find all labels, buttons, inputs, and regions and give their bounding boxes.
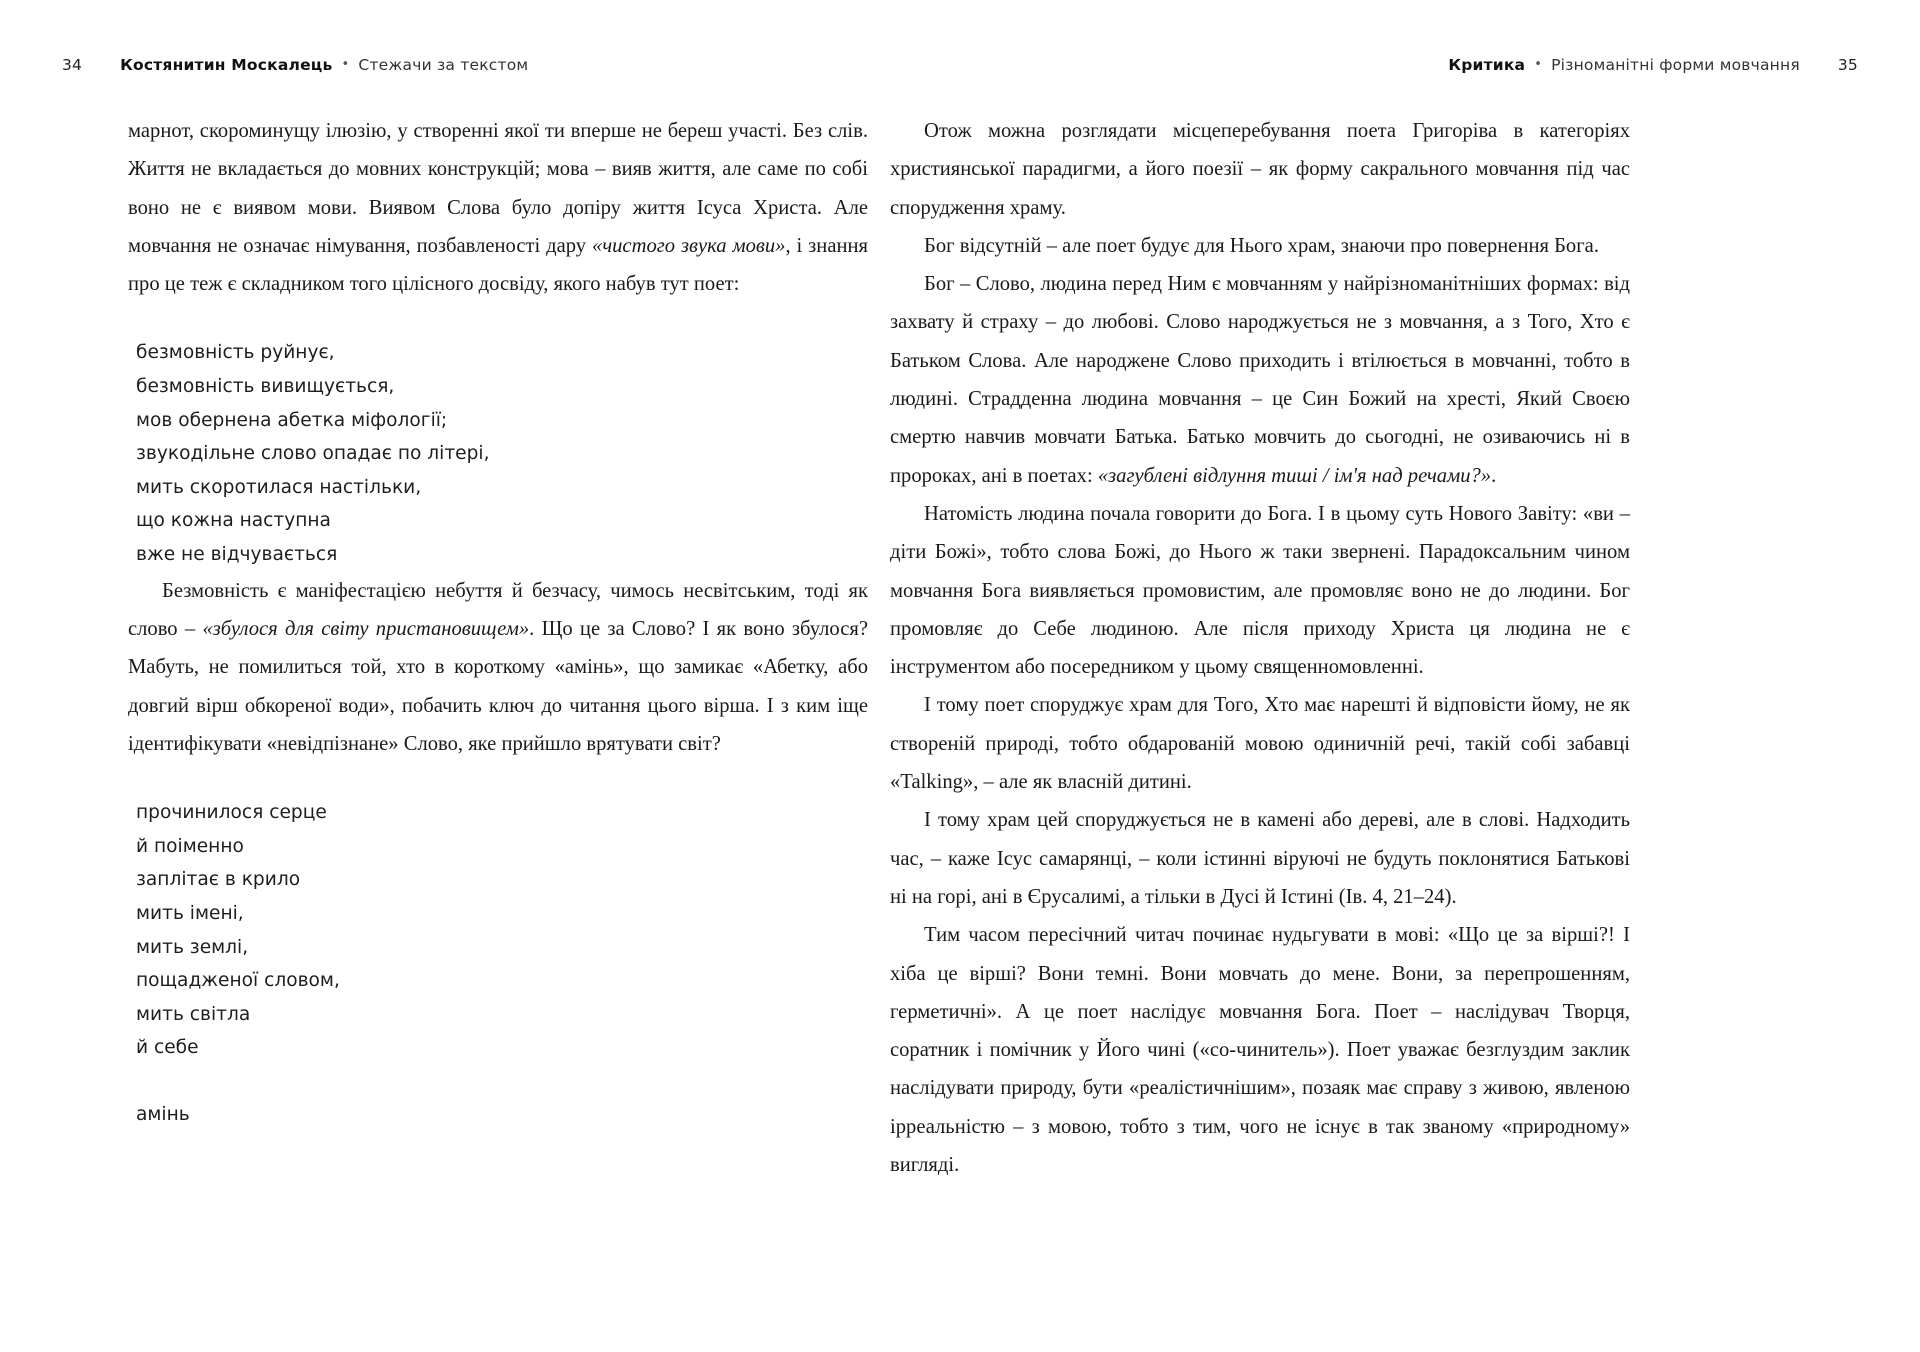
running-head-section: Критика xyxy=(1448,56,1526,74)
paragraph-1: Отож можна розглядати місцеперебування поета Григоріва в категоріях християнської парадигми, а його поезії – як форму сакрального мовчання під час спорудження храму. xyxy=(890,120,1630,219)
verse-line: мить світла xyxy=(136,1003,251,1025)
running-head-right xyxy=(1448,52,1858,78)
paragraph-text-cont: , і знання про це теж є складником того цілісного досвіду, якого набув тут поет: xyxy=(128,234,868,296)
verse-block-2 xyxy=(128,796,868,1132)
paragraph-text-cont: . xyxy=(1491,464,1497,487)
running-head-left xyxy=(62,52,528,78)
verse-line: безмовність руйнує, xyxy=(136,342,335,364)
verse-line: безмовність вивищується, xyxy=(136,376,395,398)
paragraph-text: марнот, скороминущу ілюзію, у створенні якої ти вперше не береш участі. Без слів. Життя не вкладається до мовних конструкцій; мова – вияв життя, але саме по собі воно не є виявом мови. Виявом Слова було допіру життя Ісуса Христа. Але мовчання не означає німування, позбавленості дару xyxy=(128,120,868,257)
verse-line: заплітає в крило xyxy=(136,869,301,891)
bullet-separator-icon: • xyxy=(1534,56,1543,72)
folio-left: 34 xyxy=(62,56,83,74)
bullet-separator-icon: • xyxy=(341,56,350,72)
paragraph-commentary xyxy=(128,572,868,763)
quoted-italic-phrase: «загублені відлуння тиші / ім'я над речами?» xyxy=(1097,464,1492,487)
verse-line: й поіменно xyxy=(136,835,244,857)
left-page-text-column xyxy=(128,112,868,1132)
running-head-author: Костянитин Москалець xyxy=(120,56,333,74)
paragraph-4: Натомість людина почала говорити до Бога. І в цьому суть Нового Завіту: «ви – діти Божі», тобто слова Божі, до Нього ж таки звернені. Парадоксальним чином мовчання Бога виявляється промовистим, але промовляє воно не до людини. Бог промовляє до Себе людиною. Але після приходу Христа ця людина не є інструментом або посередником у цьому священномовленні. xyxy=(890,502,1630,679)
verse-block-1 xyxy=(128,336,868,571)
verse-line: амінь xyxy=(136,1104,190,1126)
verse-line: мов обернена абетка міфології; xyxy=(136,409,448,431)
quoted-italic-phrase: «збулося для світу пристановищем» xyxy=(202,617,530,640)
quoted-italic-phrase: «чистого звука мови» xyxy=(592,234,786,257)
paragraph-6: І тому храм цей споруджується не в камені або дереві, але в слові. Надходить час, – каже Ісус самарянці, – коли істинні віруючі не будуть поклонятися Батькові ні на горі, ані в Єрусалимі, а тільки в Дусі й Істині (Ів. 4, 21–24). xyxy=(890,809,1630,908)
verse-line: звукодільне слово опадає по літері, xyxy=(136,443,490,465)
paragraph-3 xyxy=(890,265,1630,495)
paragraph-continuation xyxy=(128,112,868,303)
paragraph-7: Тим часом пересічний читач починає нудьгувати в мові: «Що це за вірші?! І хіба це вірші? Вони темні. Вони мовчать до мене. Вони, за перепрошенням, герметичні». А це поет наслідує мовчання Бога. Поет – наслідувач Творця, соратник і помічник у Його чині («со-чинитель»). Поет уважає безглуздим заклик наслідувати природу, бути «реалістичнішим», позаяк має справу з живою, явленою ірреальністю – з мовою, тобто з тим, чого не існує в так званому «природному» вигляді. xyxy=(890,924,1630,1177)
running-head-essay-title: Різноманітні форми мовчання xyxy=(1551,56,1800,74)
verse-line: мить імені, xyxy=(136,902,244,924)
paragraph-text-cont: . Що це за Слово? І як воно збулося? Мабуть, не помилиться той, хто в короткому «амінь», що замикає «Абетку, або довгий вірш обкореної води», побачить ключ до читання цього вірша. І з ким іще ідентифікувати «невідпізнане» Слово, яке прийшло врятувати світ? xyxy=(128,617,868,755)
folio-right: 35 xyxy=(1837,56,1858,74)
paragraph-5: І тому поет споруджує храм для Того, Хто має нарешті й відповісти йому, не як створеній природі, тобто обдарованій мовою одиничній речі, такій собі забавці «Talking», – але як власній дитині. xyxy=(890,694,1630,794)
right-page-text-column xyxy=(890,112,1630,1184)
verse-line: прочинилося серце xyxy=(136,802,327,824)
verse-line: пощадженої словом, xyxy=(136,970,340,992)
verse-line: мить скоротилася настільки, xyxy=(136,476,422,498)
paragraph-text: Бог – Слово, людина перед Ним є мовчанням у найрізноманітніших формах: від захвату й страху – до любові. Слово народжується не з мовчання, а з Того, Хто є Батьком Слова. Але народжене Слово приходить і втілюється в мовчанні, тобто в людині. Страдденна людина мовчання – це Син Божий на хресті, Який Своєю смертю навчив мовчати Батька. Батько мовчить до сьогодні, не озиваючись ні в пророках, ані в поетах: xyxy=(890,273,1630,487)
running-head-book-title: Стежачи за текстом xyxy=(358,56,529,74)
verse-line: мить землі, xyxy=(136,936,249,958)
verse-line: й себе xyxy=(136,1037,199,1059)
paragraph-text: Безмовність є маніфестацією небуття й безчасу, чимось несвітським, тоді як слово – xyxy=(128,579,868,640)
verse-line: вже не відчувається xyxy=(136,544,338,566)
paragraph-2: Бог відсутній – але поет будує для Нього храм, знаючи про повернення Бога. xyxy=(924,234,1599,257)
verse-stanza-gap xyxy=(136,1065,868,1099)
verse-line: що кожна наступна xyxy=(136,510,331,532)
